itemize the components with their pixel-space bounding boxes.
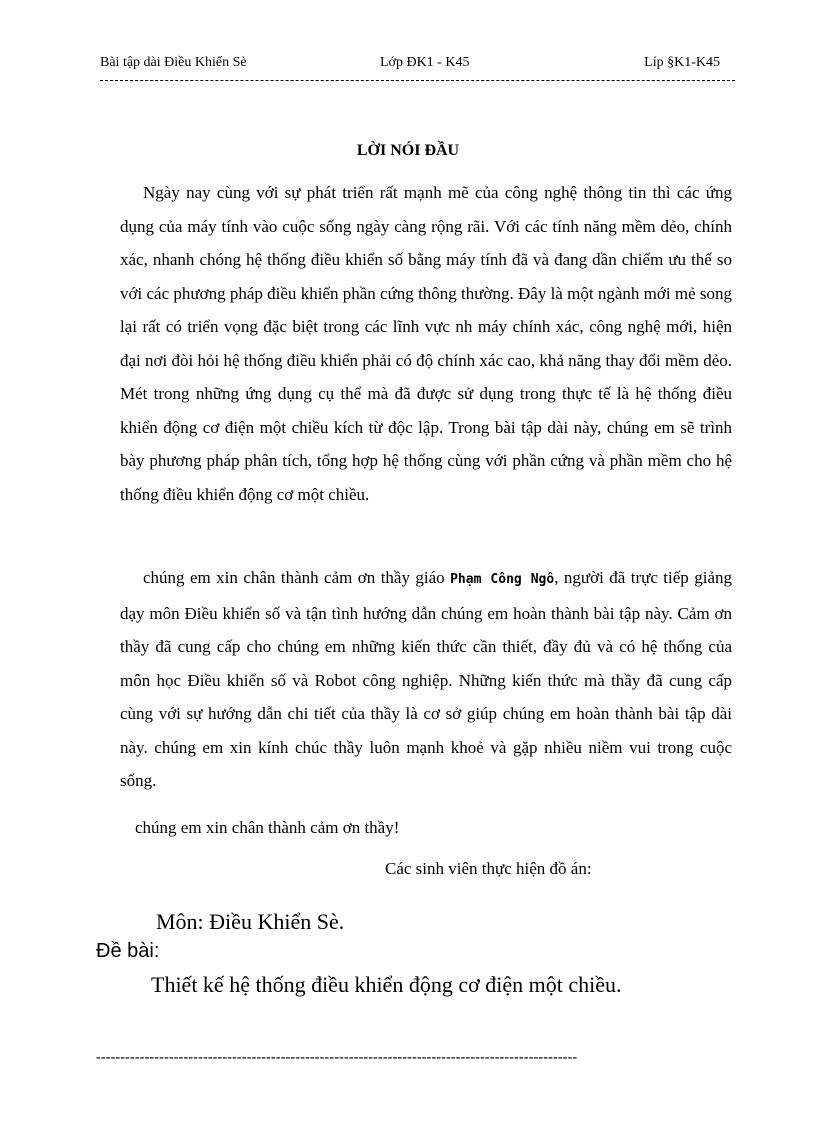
- subject-line: Môn: Điều Khiển Sè.: [156, 909, 345, 934]
- acknowledgement-paragraph: [120, 561, 732, 798]
- intro-paragraph: Ngày nay cùng với sự phát triển rất mạnh mẽ của công nghệ thông tin thì các ứng dụng của máy tính vào cuộc sống ngày càng rộng rãi. Với các tính năng mềm dẻo, chính xác, nhanh chóng hệ thống điều khiển số bằng máy tính đã và đang dần chiếm ưu thế so với các phương pháp điều khiển phần cứng thông thường. Đây là một ngành mới mẻ song lại rất có triển vọng đặc biệt trong các lĩnh vực nh máy chính xác, công nghệ mới, hiện đại nơi đòi hỏi hệ thống điều khiển phải có độ chính xác cao, khả năng thay đổi mềm dẻo. Mét trong những ứng dụng cụ thể mà đã được sử dụng trong thực tế là hệ thống điều khiển động cơ điện một chiều kích từ độc lập. Trong bài tập dài này, chúng em sẽ trình bày phương pháp phân tích, tổng hợp hệ thống cùng với phần cứng và phần mềm cho hệ thống điều khiển động cơ một chiều.: [120, 183, 732, 504]
- thanks-line: chúng em xin chân thành cảm ơn thầy!: [135, 818, 400, 837]
- acknowledgement-text-end: , người đã trực tiếp giảng dạy môn Điều khiển số và tận tình hướng dẫn chúng em hoàn thành bài tập này. Cảm ơn thầy đã cung cấp cho chúng em những kiến thức cần thiết, đầy đủ và có hệ thống của môn học Điều khiển số và Robot công nghiệp. Những kiến thức mà thầy đã cung cấp cùng với sự hướng dẫn chi tiết của thầy là cơ sở giúp chúng em hoàn thành bài tập dài này. chúng em xin kính chúc thầy luôn mạnh khoẻ và gặp nhiều niềm vui trong cuộc sống.: [120, 568, 732, 790]
- topic-text: Thiết kế hệ thống điều khiển động cơ điện một chiều.: [151, 972, 622, 997]
- acknowledgement-text-start: chúng em xin chân thành cảm ơn thầy giáo: [143, 568, 451, 587]
- signoff-line: Các sinh viên thực hiện đồ án:: [385, 859, 592, 878]
- header-class-code: Líp §K1-K45: [644, 55, 720, 70]
- header-class-name: Lớp ĐK1 - K45: [380, 55, 470, 70]
- header-divider: [100, 80, 735, 81]
- page-header: [100, 53, 720, 73]
- teacher-name: Phạm Công Ngô: [450, 572, 555, 587]
- header-course-title: Bài tập dài Điều Khiển Sè: [100, 55, 247, 70]
- page-title: LỜI NÓI ĐẦU: [356, 142, 460, 159]
- footer-divider: ---------------------------------------------------------------------------------------------------: [96, 1050, 578, 1065]
- topic-label: Đề bài:: [96, 940, 160, 962]
